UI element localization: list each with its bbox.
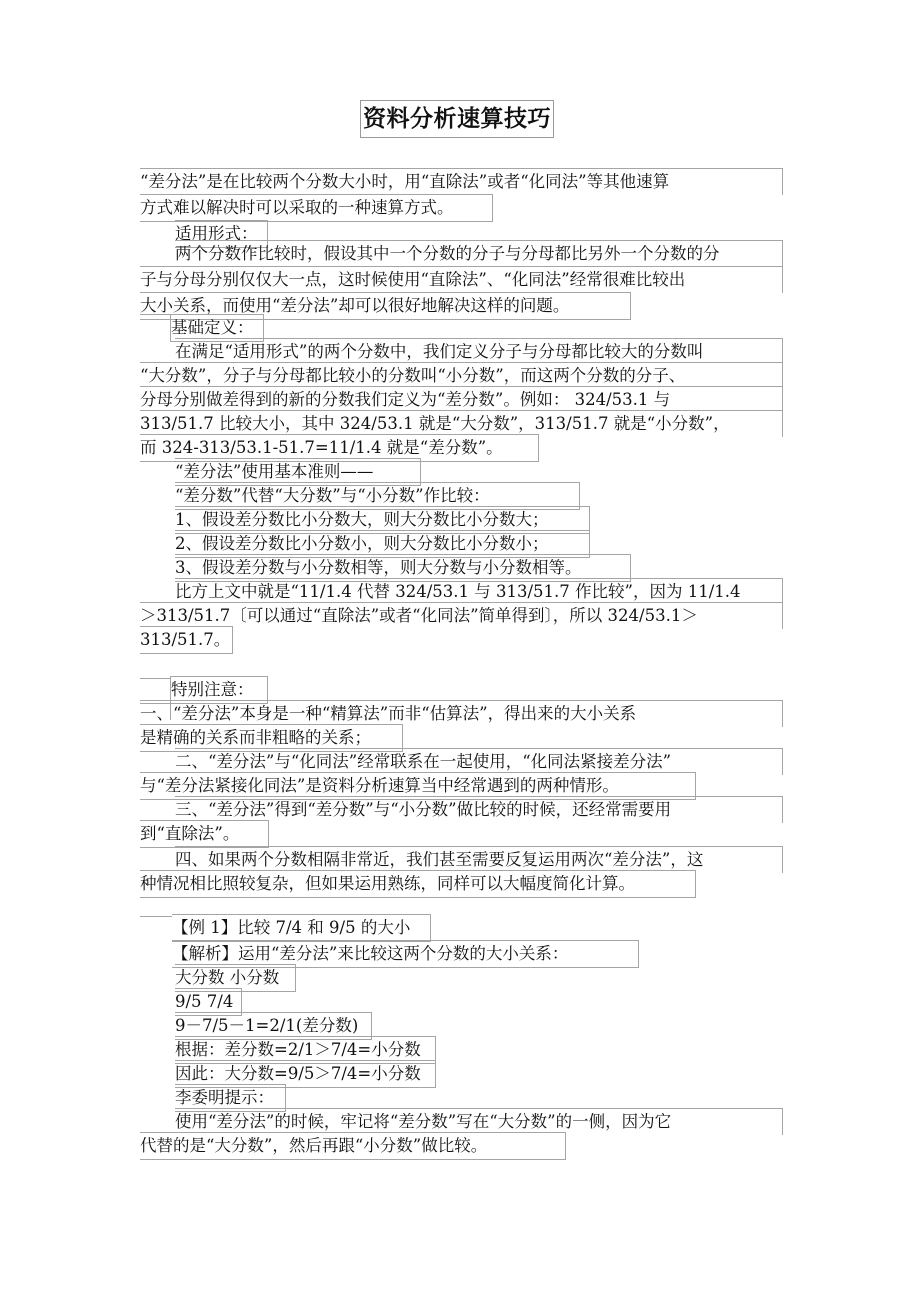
rules-example-line-2: ＞313/51.7〔可以通过“直除法”或者“化同法”简单得到〕，所以 324/53.1＞ bbox=[140, 602, 783, 629]
rules-example-line-3: 313/51.7。 bbox=[140, 626, 233, 654]
applicable-line-3: 大小关系，而使用“差分法”却可以很好地解决这样的问题。 bbox=[140, 292, 631, 320]
rules-line-0: “差分数”代替“大分数”与“小分数”作比较： bbox=[175, 482, 580, 510]
note-4-line-2: 种情况相比照较复杂，但如果运用熟练，同样可以大幅度简化计算。 bbox=[140, 870, 696, 898]
definition-heading: 基础定义： bbox=[170, 314, 264, 342]
tip-line-1: 使用“差分法”的时候，牢记将“差分数”写在“大分数”的一侧，因为它 bbox=[175, 1108, 783, 1135]
rule-3: 3、假设差分数与小分数相等，则大分数与小分数相等。 bbox=[175, 554, 631, 582]
rules-heading: “差分法”使用基本准则—— bbox=[175, 458, 421, 486]
definition-line-5: 而 324-313/53.1-51.7=11/1.4 就是“差分数”。 bbox=[140, 434, 539, 462]
intro-line-2: 方式难以解决时可以采取的一种速算方式。 bbox=[140, 194, 493, 222]
intro-line-1: “差分法”是在比较两个分数大小时，用“直除法”或者“化同法”等其他速算 bbox=[140, 168, 783, 195]
applicable-line-1: 两个分数作比较时，假设其中一个分数的分子与分母都比另外一个分数的分 bbox=[175, 240, 783, 267]
indent-marker bbox=[140, 678, 170, 679]
example-analysis: 【解析】运用“差分法”来比较这两个分数的大小关系： bbox=[172, 940, 639, 968]
tip-heading: 李委明提示： bbox=[175, 1084, 286, 1112]
example-conclusion: 因此：大分数=9/5＞7/4=小分数 bbox=[175, 1060, 436, 1088]
notes-heading: 特别注意： bbox=[170, 676, 268, 704]
example-basis: 根据：差分数=2/1＞7/4=小分数 bbox=[175, 1036, 436, 1064]
example-header: 大分数 小分数 bbox=[175, 964, 296, 992]
rule-1: 1、假设差分数比小分数大，则大分数比小分数大； bbox=[175, 506, 590, 534]
definition-line-4: 313/51.7 比较大小，其中 324/53.1 就是“大分数”，313/51.7 就是“小分数”， bbox=[140, 410, 783, 437]
definition-line-3: 分母分别做差得到的新的分数我们定义为“差分数”。例如： 324/53.1 与 bbox=[140, 386, 783, 413]
applicable-heading: 适用形式： bbox=[175, 220, 268, 248]
note-2-line-2: 与“差分法紧接化同法”是资料分析速算当中经常遇到的两种情形。 bbox=[140, 772, 696, 800]
document-title: 资料分析速算技巧 bbox=[360, 100, 554, 138]
example-values: 9/5 7/4 bbox=[175, 988, 242, 1016]
example-question: 【例 1】比较 7/4 和 9/5 的大小 bbox=[172, 914, 431, 942]
definition-line-2: “大分数”，分子与分母都比较小的分数叫“小分数”，而这两个分数的分子、 bbox=[140, 362, 783, 389]
rule-2: 2、假设差分数比小分数小，则大分数比小分数小； bbox=[175, 530, 590, 558]
indent-marker bbox=[140, 916, 172, 917]
applicable-line-2: 子与分母分别仅仅大一点，这时候使用“直除法”、“化同法”经常很难比较出 bbox=[140, 266, 783, 293]
tip-line-2: 代替的是“大分数”，然后再跟“小分数”做比较。 bbox=[140, 1132, 566, 1160]
rules-example-line-1: 比方上文中就是“11/1.4 代替 324/53.1 与 313/51.7 作比较”，因为 11/1.4 bbox=[175, 578, 783, 605]
example-difference: 9－7/5－1=2/1(差分数) bbox=[175, 1012, 372, 1040]
note-3-line-2: 到“直除法”。 bbox=[140, 820, 269, 848]
definition-line-1: 在满足“适用形式”的两个分数中，我们定义分子与分母都比较大的分数叫 bbox=[175, 338, 783, 365]
note-4-line-1: 四、如果两个分数相隔非常近，我们甚至需要反复运用两次“差分法”，这 bbox=[175, 846, 783, 873]
note-2-line-1: 二、“差分法”与“化同法”经常联系在一起使用，“化同法紧接差分法” bbox=[175, 748, 783, 775]
note-1-line-1: 一、“差分法”本身是一种“精算法”而非“估算法”，得出来的大小关系 bbox=[140, 700, 783, 727]
note-3-line-1: 三、“差分法”得到“差分数”与“小分数”做比较的时候，还经常需要用 bbox=[175, 796, 783, 823]
note-1-line-2: 是精确的关系而非粗略的关系； bbox=[140, 724, 403, 752]
indent-marker bbox=[140, 314, 170, 315]
